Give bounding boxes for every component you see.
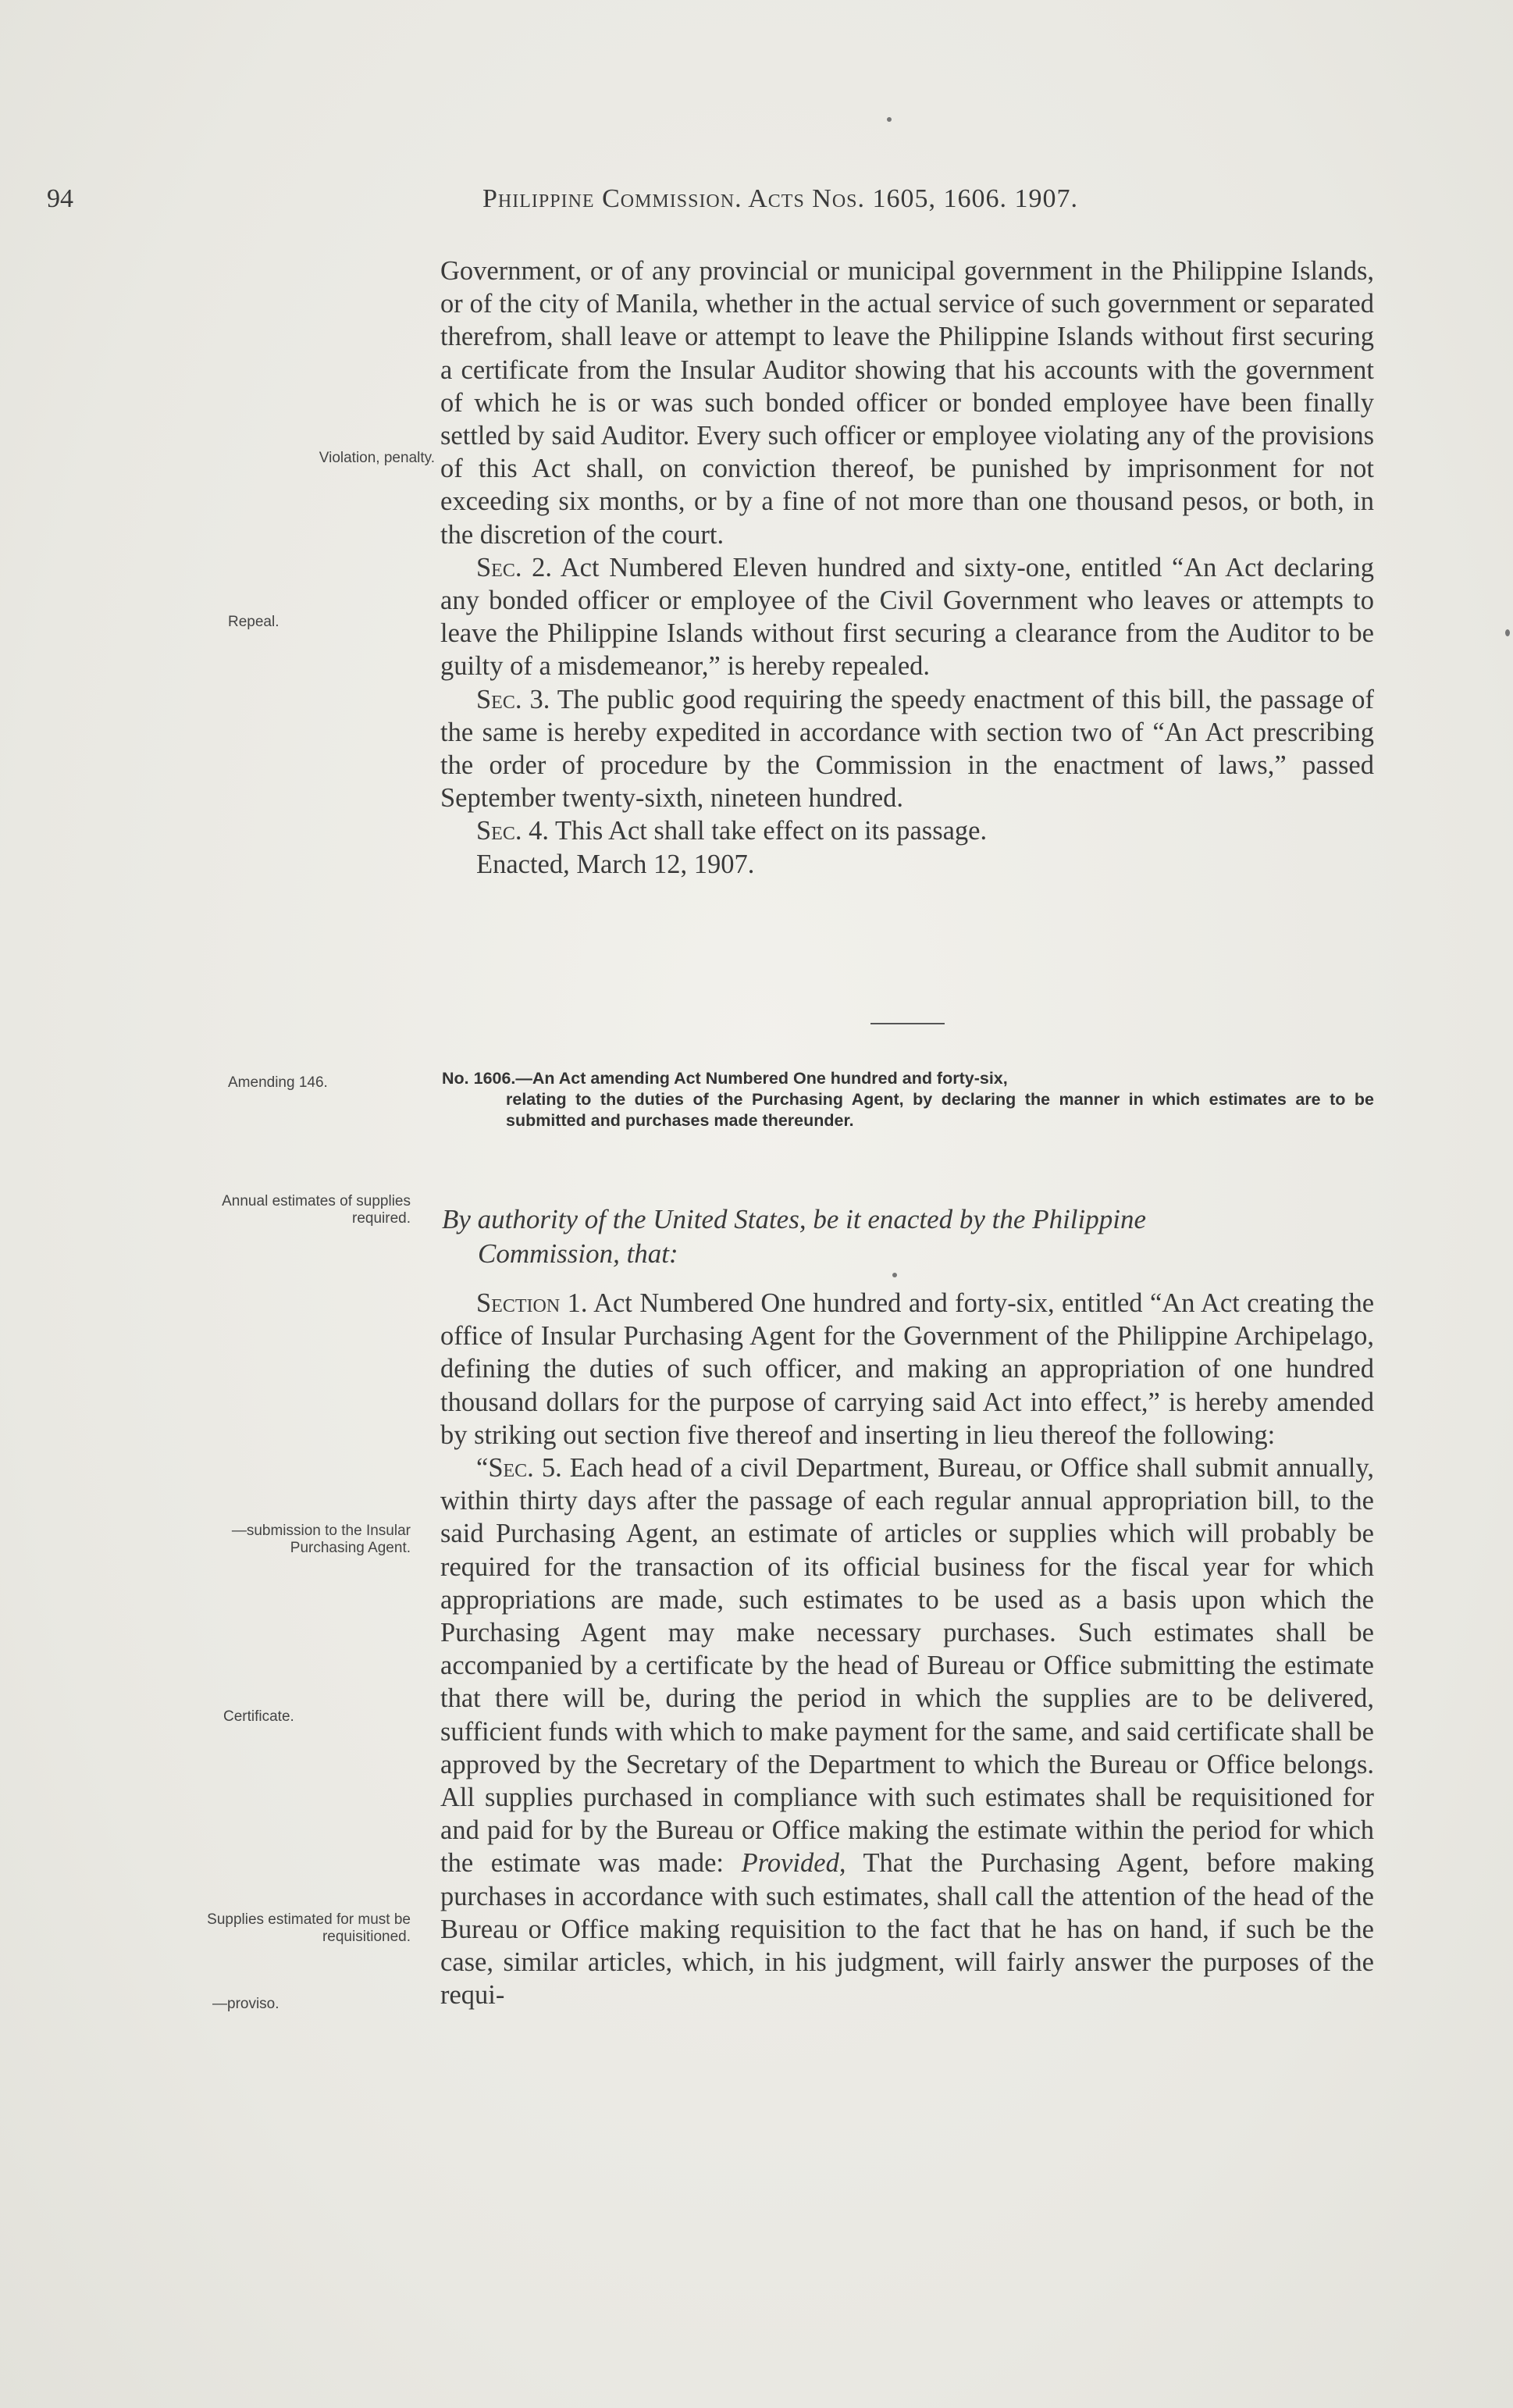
act-1605-paragraph: Government, or of any provincial or municipal government in the Philippine Islands, or of the city of Manila, whether in the actual service of such government or separated therefrom, shall leave or attempt to leave the Philippine Islands without first securing a certificate from the Insular Auditor showing that his accounts with the government of which he is or was such bonded officer or bonded employee have been finally settled by said Auditor. Every such officer or employee violating any of the provisions of this Act shall, on conviction thereof, be punished by imprisonment for not exceeding six months, or by a fine of not more than one thousand pesos, or both, in the discretion of the court. [440, 256, 1374, 550]
act-1606-section-1 [440, 1287, 1374, 1452]
margin-note-amending: Amending 146. [228, 1074, 328, 1091]
section-label: Sec. 3. [476, 684, 550, 714]
enacting-clause [442, 1202, 1374, 1271]
margin-note-annual-estimates: Annual estimates of supplies required. [222, 1193, 411, 1227]
section-text: Act Numbered Eleven hundred and sixty-one, entitled “An Act declaring any bonded officer or employee of the Civil Government who leaves or attempts to leave the Philippine Islands without first securing a clearance from the Auditor to be guilty of a misdemeanor,” is hereby repealed. [440, 552, 1374, 682]
act-1605-body [440, 255, 1374, 881]
enacting-line-1: By authority of the United States, be it enacted by the Philippine [442, 1204, 1147, 1234]
margin-note-proviso: —proviso. [212, 1996, 279, 2012]
act-1606-body [440, 1287, 1374, 2011]
section-text-tail: That the Purchasing Agent, before making purchases in accordance with such estimates, shall call the attention of the head of the Bureau or Office making requisition to the fact that he has on hand, if such be the case, similar articles, which, in his judgment, will fairly answer the purposes of the requi- [440, 1848, 1374, 2011]
scan-speck [892, 1273, 897, 1277]
scan-speck [887, 117, 892, 122]
section-label: “Sec. 5. [476, 1453, 562, 1484]
act-1606-title-rest: relating to the duties of the Purchasing Agent, by declaring the manner in which estimates are to be submitted and purchases made thereunder. [506, 1090, 1374, 1130]
margin-note-supplies: Supplies estimated for must be requisitioned. [207, 1911, 411, 1945]
margin-note-violation: Violation, penalty. [319, 450, 435, 466]
running-head: Philippine Commission. Acts Nos. 1605, 1606. 1907. [482, 184, 1079, 213]
section-label: Sec. 4. [476, 816, 549, 846]
enacted-date: Enacted, March 12, 1907. [476, 849, 755, 879]
act-1605-section-2 [440, 551, 1374, 683]
act-1606-section-5 [440, 1452, 1374, 2011]
margin-note-submission: —submission to the Insular Purchasing Agent. [231, 1523, 411, 1556]
page-number: 94 [47, 184, 73, 213]
section-text: Each head of a civil Department, Bureau, or Office shall submit annually, within thirty days after the passage of each regular annual appropriation bill, to the said Purchasing Agent, an estimate of articles or supplies which will probably be required for the transaction of its official business for the fiscal year for which appropriations are made, such estimates to be used as a basis upon which the Purchasing Agent may make necessary purchases. Such estimates shall be accompanied by a certificate by the head of Bureau or Office submitting the estimate that there will be, during the period in which the supplies are to be delivered, sufficient funds with which to make payment for the same, and said certificate shall be approved by the Secretary of the Department to which the Bureau or Office belongs. All supplies purchased in compliance with such estimates shall be requisitioned for and paid for by the Bureau or Office making the estimate within the period for which the estimate was made: [440, 1453, 1374, 1879]
section-label: Sec. 2. [476, 552, 553, 582]
proviso-word: Provided, [741, 1848, 846, 1879]
section-text: The public good requiring the speedy enactment of this bill, the passage of the same is hereby expedited in accordance with section two of “An Act prescribing the order of procedure by the Commission in the enactment of laws,” passed September twenty-sixth, nineteen hundred. [440, 684, 1374, 814]
margin-note-certificate: Certificate. [223, 1708, 294, 1725]
section-text: Act Numbered One hundred and forty-six, entitled “An Act creating the office of Insular Purchasing Agent for the Government of the Philippine Archipelago, defining the duties of such officer, and making an appropriation of one hundred thousand dollars for the purpose of carrying said Act into effect,” is hereby amended by striking out section five thereof and inserting in lieu thereof the following: [440, 1288, 1375, 1450]
section-text: This Act shall take effect on its passage. [548, 816, 988, 846]
act-1606-title [442, 1068, 1374, 1131]
margin-note-repeal: Repeal. [228, 614, 279, 630]
section-label: Section 1. [476, 1288, 588, 1318]
scan-speck [1505, 629, 1510, 636]
act-1606-title-line1: No. 1606.—An Act amending Act Numbered One hundred and forty-six, [442, 1069, 1008, 1088]
act-1605-section-3 [440, 683, 1374, 815]
act-1605-section-4 [440, 814, 1374, 847]
enacting-line-2: Commission, that: [478, 1238, 678, 1269]
section-divider [870, 1023, 945, 1024]
